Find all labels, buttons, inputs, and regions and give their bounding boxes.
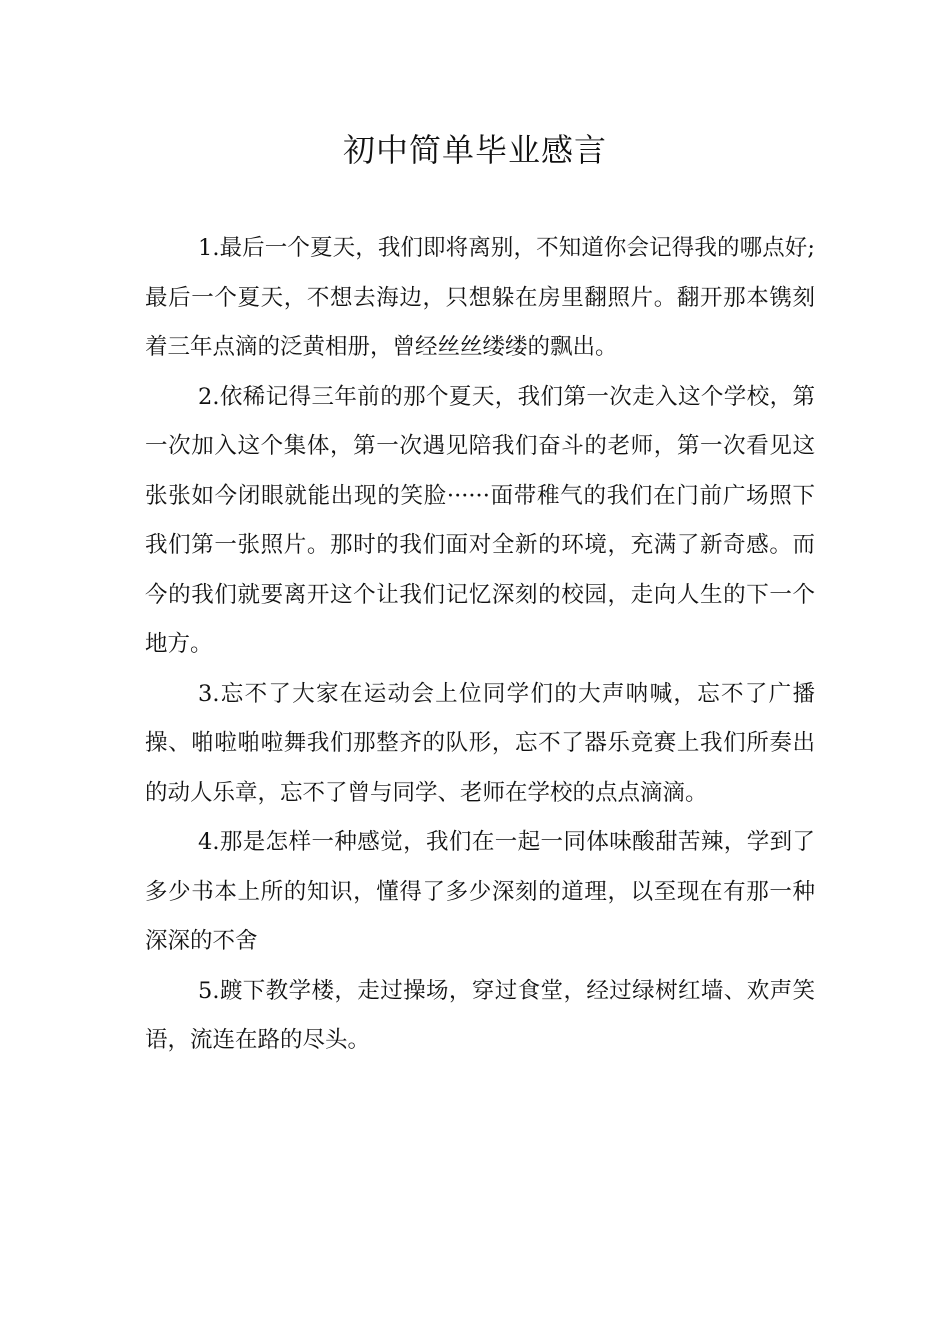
- paragraph-5: 5.踱下教学楼，走过操场，穿过食堂，经过绿树红墙、欢声笑语，流连在路的尽头。: [145, 977, 815, 1053]
- document-title: 初中简单毕业感言: [342, 131, 607, 169]
- paragraph-1: 1.最后一个夏天，我们即将离别，不知道你会记得我的哪点好;最后一个夏天，不想去海边，只想躲在房里翻照片。翻开那本镌刻着三年点滴的泛黄相册，曾经丝丝缕缕的飘出。: [145, 235, 815, 360]
- paragraph-4: 4.那是怎样一种感觉，我们在一起一同体味酸甜苦辣，学到了多少书本上所的知识，懂得了多少深刻的道理，以至现在有那一种深深的不舍: [145, 829, 815, 954]
- document-body: [145, 224, 815, 1066]
- paragraph-3: 3.忘不了大家在运动会上位同学们的大声呐喊，忘不了广播操、啪啦啪啦舞我们那整齐的队形，忘不了器乐竞赛上我们所奏出的动人乐章，忘不了曾与同学、老师在学校的点点滴滴。: [145, 680, 815, 806]
- paragraph-2: 2.依稀记得三年前的那个夏天，我们第一次走入这个学校，第一次加入这个集体，第一次遇见陪我们奋斗的老师，第一次看见这张张如今闭眼就能出现的笑脸······面带稚气的我们在门前广场照下我们第一张照片。那时的我们面对全新的环境，充满了新奇感。而今的我们就要离开这个让我们记忆深刻的校园，走向人生的下一个地方。: [145, 383, 815, 657]
